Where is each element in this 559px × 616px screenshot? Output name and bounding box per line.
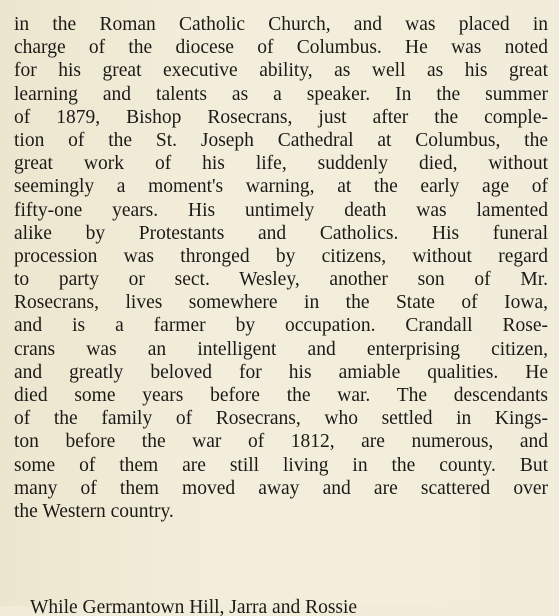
text-line: tion of the St. Joseph Cathedral at Columbus, the (14, 129, 548, 151)
text-line: Rosecrans, lives somewhere in the State of Iowa, (14, 292, 548, 314)
text-line: and greatly beloved for his amiable qualities. He (14, 361, 548, 383)
text-line: to party or sect. Wesley, another son of Mr. (14, 269, 548, 291)
text-line: alike by Protestants and Catholics. His funeral (14, 222, 548, 244)
text-line: fifty-one years. His untimely death was lamented (14, 199, 548, 221)
text-line: many of them moved away and are scattered over (14, 477, 548, 499)
text-line-last: the Western country. (14, 500, 174, 522)
text-line: seemingly a moment's warning, at the early age of (14, 176, 548, 198)
text-line: great work of his life, suddenly died, without (14, 153, 548, 175)
text-line: learning and talents as a speaker. In the summer (14, 83, 548, 105)
text-line: crans was an intelligent and enterprising citizen, (14, 338, 548, 360)
text-line: for his great executive ability, as well as his great (14, 60, 548, 82)
text-line: of the family of Rosecrans, who settled in Kings- (14, 408, 548, 430)
text-line: procession was thronged by citizens, without regard (14, 245, 548, 267)
text-line: died some years before the war. The descendants (14, 385, 548, 406)
article-text (14, 13, 548, 523)
text-line: and is a farmer by occupation. Crandall Rose- (14, 315, 548, 337)
text-line: some of them are still living in the county. But (14, 454, 548, 476)
text-line: ton before the war of 1812, are numerous, and (14, 431, 548, 453)
cut-off-text-line: While Germantown Hill, Jarra and Rossie (30, 597, 358, 616)
text-line: in the Roman Catholic Church, and was placed in (14, 14, 548, 35)
text-line: charge of the diocese of Columbus. He was noted (14, 37, 548, 59)
text-line: of 1879, Bishop Rosecrans, just after the comple- (14, 106, 548, 128)
